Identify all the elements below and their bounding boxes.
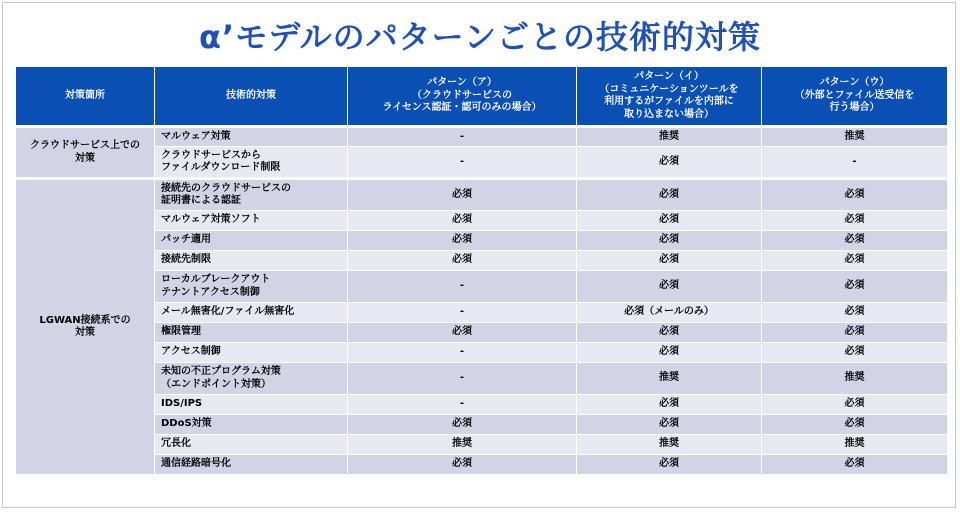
pattern-u-cell: 必須 xyxy=(762,343,948,363)
table-row xyxy=(16,271,948,303)
table-body xyxy=(16,127,948,475)
pattern-u-cell: 必須 xyxy=(762,395,948,415)
header-line: 取り込まない場合） xyxy=(624,108,714,120)
measure-line: アクセス制御 xyxy=(161,346,221,358)
header-line: 行う場合） xyxy=(829,102,880,114)
measure-line: IDS/IPS xyxy=(161,398,203,410)
measure-line: 証明書による認証 xyxy=(161,195,241,206)
measure-line: マルウェア対策ソフト xyxy=(161,214,261,226)
pattern-u-cell: 推奨 xyxy=(762,435,948,455)
pattern-i-cell: 必須 xyxy=(577,147,762,179)
table-row xyxy=(16,415,948,435)
pattern-a-cell: 必須 xyxy=(348,455,577,475)
measure-line: ファイルダウンロード制限 xyxy=(161,162,281,173)
pattern-a-cell: - xyxy=(348,303,577,323)
measure-line: 未知の不正プログラム対策 xyxy=(161,366,281,377)
pattern-i-cell: 推奨 xyxy=(577,127,762,147)
measure-cell xyxy=(155,363,348,395)
pattern-a-cell: 必須 xyxy=(348,231,577,251)
measure-cell xyxy=(155,127,348,147)
measure-cell xyxy=(155,251,348,271)
pattern-a-cell: 必須 xyxy=(348,179,577,211)
measure-line: 接続先制限 xyxy=(161,254,211,266)
header-line: （クラウドサービスの xyxy=(412,89,512,101)
pattern-u-cell: 必須 xyxy=(762,323,948,343)
table-row xyxy=(16,363,948,395)
header-line: （外部とファイル送受信を xyxy=(794,89,915,101)
pattern-a-cell: - xyxy=(348,147,577,179)
header-measure: 技術的対策 xyxy=(155,67,348,127)
pattern-i-cell: 必須 xyxy=(577,415,762,435)
measure-line: テナントアクセス制御 xyxy=(161,286,260,298)
pattern-u-cell: 必須 xyxy=(762,231,948,251)
measure-line: ローカルブレークアウト xyxy=(161,274,271,285)
header-line: 利用するがファイルを内部に xyxy=(604,96,734,107)
table-row xyxy=(16,395,948,415)
measure-line: パッチ適用 xyxy=(161,234,211,246)
pattern-u-cell: 必須 xyxy=(762,271,948,303)
pattern-a-cell: - xyxy=(348,343,577,363)
pattern-a-cell: - xyxy=(348,271,577,303)
pattern-i-cell: 必須 xyxy=(577,211,762,231)
pattern-a-cell: 必須 xyxy=(348,251,577,271)
pattern-u-cell: 必須 xyxy=(762,179,948,211)
pattern-a-cell: 必須 xyxy=(348,323,577,343)
pattern-a-cell: 必須 xyxy=(348,211,577,231)
category-cell xyxy=(16,179,155,475)
category-line: 対策 xyxy=(75,152,95,164)
header-line: （コミュニケーションツールを xyxy=(599,83,739,95)
measure-line: 接続先のクラウドサービスの xyxy=(161,182,291,194)
header-row xyxy=(16,67,948,127)
pattern-i-cell: 必須 xyxy=(577,455,762,475)
pattern-u-cell: 必須 xyxy=(762,251,948,271)
header-pattern-i xyxy=(577,67,762,127)
measure-cell xyxy=(155,415,348,435)
measure-cell xyxy=(155,303,348,323)
table-row xyxy=(16,127,948,147)
table-row xyxy=(16,231,948,251)
pattern-i-cell: 必須 xyxy=(577,251,762,271)
category-cell xyxy=(16,127,155,179)
pattern-a-cell: - xyxy=(348,395,577,415)
header-line: パターン（ア） xyxy=(427,77,497,89)
pattern-i-cell: 推奨 xyxy=(577,435,762,455)
pattern-u-cell: - xyxy=(762,147,948,179)
pattern-u-cell: 必須 xyxy=(762,415,948,435)
category-line: 対策 xyxy=(75,327,95,338)
measure-line: マルウェア対策 xyxy=(161,130,231,142)
measure-line: 権限管理 xyxy=(161,326,201,338)
pattern-a-cell: 推奨 xyxy=(348,435,577,455)
pattern-i-cell: 必須 xyxy=(577,231,762,251)
table-row xyxy=(16,455,948,475)
pattern-a-cell: 必須 xyxy=(348,415,577,435)
measure-cell xyxy=(155,323,348,343)
measure-line: 通信経路暗号化 xyxy=(161,458,231,470)
pattern-i-cell: 必須 xyxy=(577,271,762,303)
header-pattern-u xyxy=(762,67,948,127)
pattern-a-cell: - xyxy=(348,363,577,395)
category-line: クラウドサービス上での xyxy=(30,140,140,151)
category-line: LGWAN接続系での xyxy=(39,314,131,326)
pattern-i-cell: 必須 xyxy=(577,323,762,343)
measure-cell xyxy=(155,231,348,251)
pattern-u-cell: 必須 xyxy=(762,211,948,231)
pattern-u-cell: 必須 xyxy=(762,303,948,323)
page-title: α’モデルのパターンごとの技術的対策 xyxy=(199,18,761,56)
header-pattern-a xyxy=(348,67,577,127)
header-line: ライセンス認証・認可のみの場合） xyxy=(382,102,542,114)
measure-cell xyxy=(155,179,348,211)
header-line: パターン（イ） xyxy=(634,71,704,82)
pattern-u-cell: 必須 xyxy=(762,455,948,475)
measure-cell xyxy=(155,211,348,231)
measure-cell xyxy=(155,271,348,303)
measures-table xyxy=(15,66,948,475)
table-row xyxy=(16,251,948,271)
measure-line: 冗長化 xyxy=(161,438,191,450)
pattern-i-cell: 必須 xyxy=(577,343,762,363)
measure-cell xyxy=(155,455,348,475)
table-row xyxy=(16,211,948,231)
table-row xyxy=(16,147,948,179)
table-row xyxy=(16,179,948,211)
table-row xyxy=(16,323,948,343)
measure-line: DDoS対策 xyxy=(161,418,212,430)
pattern-u-cell: 推奨 xyxy=(762,127,948,147)
pattern-i-cell: 推奨 xyxy=(577,363,762,395)
pattern-i-cell: 必須 xyxy=(577,395,762,415)
table-row xyxy=(16,343,948,363)
pattern-a-cell: - xyxy=(348,127,577,147)
measure-cell xyxy=(155,147,348,179)
measure-cell xyxy=(155,435,348,455)
pattern-i-cell: 必須（メールのみ） xyxy=(577,303,762,323)
measure-line: クラウドサービスから xyxy=(161,149,261,161)
table-row xyxy=(16,435,948,455)
measure-cell xyxy=(155,343,348,363)
table-row xyxy=(16,303,948,323)
pattern-i-cell: 必須 xyxy=(577,179,762,211)
measure-line: メール無害化/ファイル無害化 xyxy=(161,306,295,318)
header-line: パターン（ウ） xyxy=(819,77,890,89)
measure-line: （エンドポイント対策） xyxy=(161,378,271,390)
header-location: 対策箇所 xyxy=(16,67,155,127)
measure-cell xyxy=(155,395,348,415)
pattern-u-cell: 推奨 xyxy=(762,363,948,395)
